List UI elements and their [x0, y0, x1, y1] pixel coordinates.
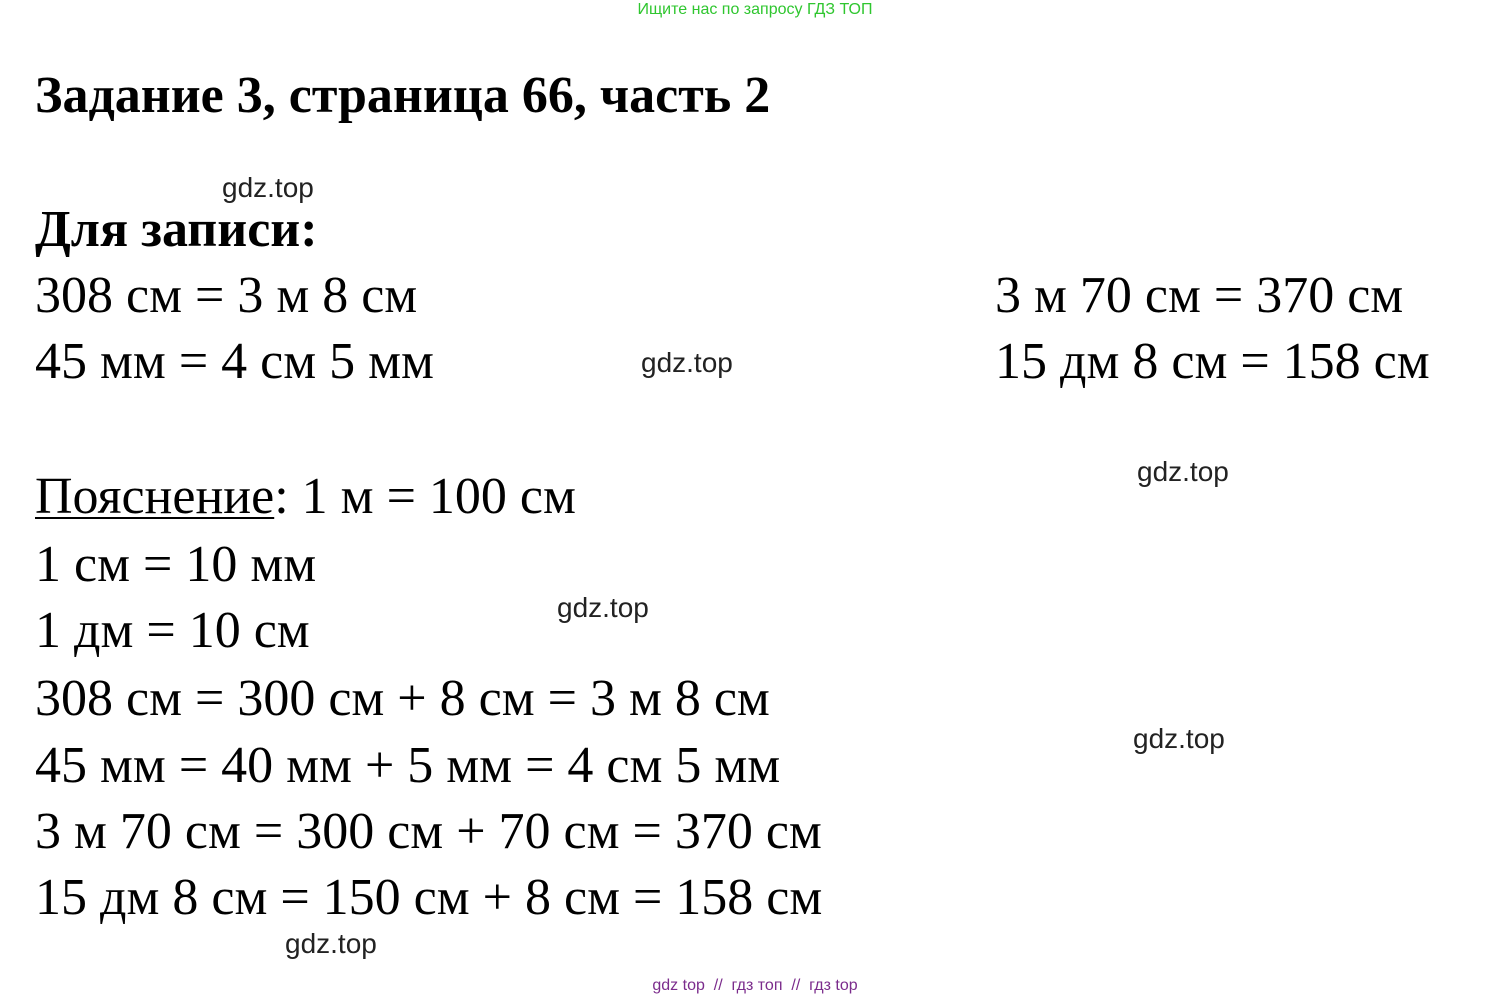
footer-link[interactable]: gdz top // гдз топ // гдз top: [652, 977, 858, 994]
record-right-line-1: 3 м 70 см = 370 см: [995, 267, 1404, 324]
record-left-line-2: 45 мм = 4 см 5 мм: [35, 333, 434, 390]
record-left-line-1: 308 см = 3 м 8 см: [35, 267, 418, 324]
watermark: gdz.top: [557, 592, 649, 623]
explanation-line-4: 45 мм = 40 мм + 5 мм = 4 см 5 мм: [35, 737, 781, 794]
watermark: gdz.top: [222, 172, 314, 203]
record-heading: Для записи:: [35, 201, 318, 258]
explanation-line-2: 1 дм = 10 см: [35, 602, 310, 659]
record-right-line-2: 15 дм 8 см = 158 см: [995, 333, 1430, 390]
explanation-line-3: 308 см = 300 см + 8 см = 3 м 8 см: [35, 670, 770, 727]
explanation-label: Пояснение: [35, 468, 275, 525]
explanation-line-5: 3 м 70 см = 300 см + 70 см = 370 см: [35, 803, 822, 860]
watermark: gdz.top: [285, 928, 377, 959]
page-title: Задание 3, страница 66, часть 2: [35, 67, 771, 124]
watermark: gdz.top: [641, 347, 733, 378]
watermark: gdz.top: [1133, 723, 1225, 754]
explanation-line-1: 1 см = 10 мм: [35, 536, 317, 593]
watermark: gdz.top: [1137, 456, 1229, 487]
explanation-first-rest: : 1 м = 100 см: [274, 468, 576, 525]
top-banner: Ищите нас по запросу ГДЗ ТОП: [637, 1, 873, 18]
explanation-first-line: [35, 467, 576, 527]
explanation-line-6: 15 дм 8 см = 150 см + 8 см = 158 см: [35, 869, 823, 926]
